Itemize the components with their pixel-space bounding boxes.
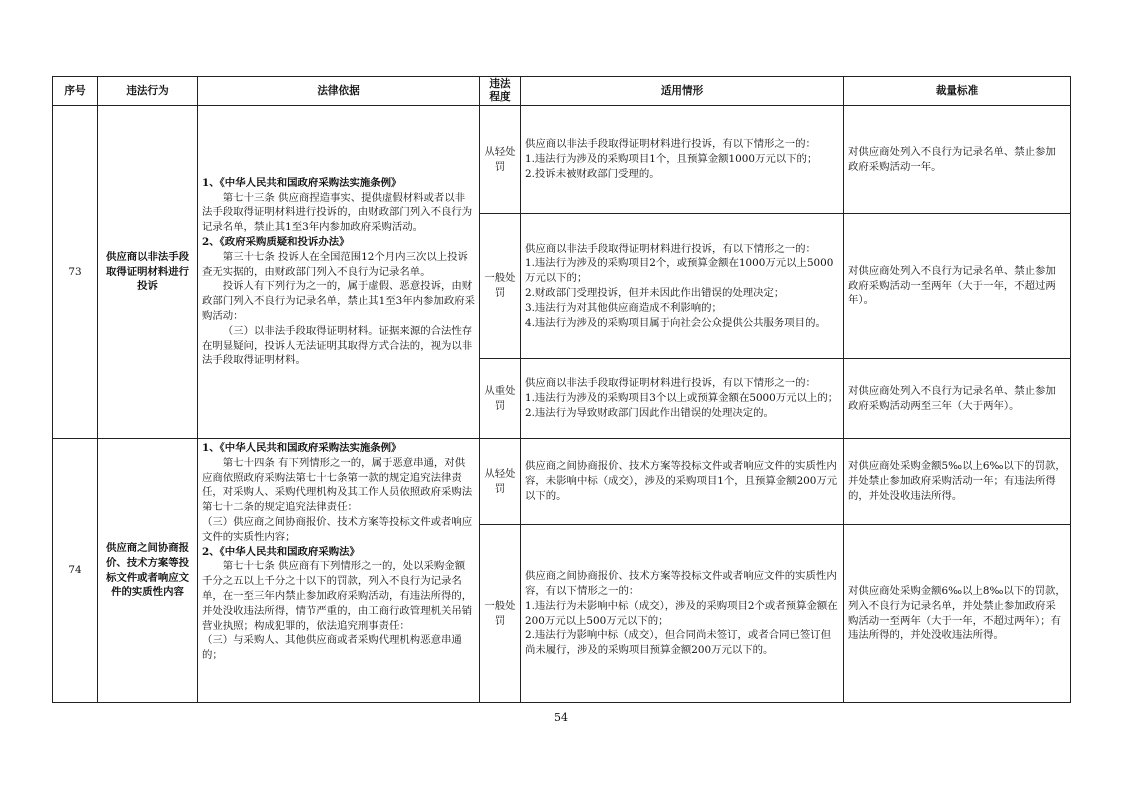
header-situation: 适用情形 <box>521 77 844 106</box>
legal-basis-source: 2、《政府采购质疑和投诉办法》 <box>202 236 350 248</box>
header-level: 违法 程度 <box>480 77 521 106</box>
violation-degree: 从轻处罚 <box>480 106 521 214</box>
legal-basis-clause: 投诉人有下列行为之一的，属于虚假、恶意投诉，由财政部门列入不良行为记录名单，禁止其1至3年内参加政府采购活动： <box>202 280 475 322</box>
standard-text: 对供应商处采购金额6‰以上8‰以下的罚款，列入不良行为记录名单，并处禁止参加政府采购活动一至两年（大于一年，不超过两年）；有违法所得的，并处没收违法所得。 <box>848 584 1066 642</box>
violation-degree: 从重处罚 <box>480 359 521 439</box>
violation-act: 供应商之间协商报价、技术方案等投标文件或者响应文件的实质性内容 <box>98 439 198 703</box>
situation-text: 供应商以非法手段取得证明材料进行投诉，有以下情形之一的： 1.违法行为涉及的采购项目2个，或预算金额在1000万元以上5000万元以下的； 2.财政部门受理投诉，但并未因此作出错误的处理决定； 3.违法行为对其他供应商造成不利影响的； 4.违法行为涉及的采购项目属于向社会公众提供公共服务项目的。 <box>525 242 834 329</box>
table-row <box>53 439 1071 525</box>
standard-text: 对供应商处列入不良行为记录名单、禁止参加政府采购活动一年。 <box>848 145 1056 173</box>
page-number: 54 <box>554 711 568 724</box>
legal-basis-clause: 第三十七条 投诉人在全国范围12个月内三次以上投诉查无实据的，由财政部门列入不良行为记录名单。 <box>202 250 468 278</box>
standard-text: 对供应商处采购金额5‰以上6‰以下的罚款，并处禁止参加政府采购活动一年；有违法所得的，并处没收违法所得。 <box>848 460 1066 502</box>
legal-basis-clause: （三）以非法手段取得证明材料。证据来源的合法性存在明显疑问，投诉人无法证明其取得方式合法的，视为以非法手段取得证明材料。 <box>202 324 473 367</box>
situation-text: 供应商之间协商报价、技术方案等投标文件或者响应文件的实质性内容，未影响中标（成交），涉及的采购项目1个，且预算金额200万元以下的。 <box>525 460 838 502</box>
legal-basis-clause: （三）供应商之间协商报价、技术方案等投标文件或者响应文件的实质性内容； <box>202 515 473 543</box>
discretion-standard <box>844 106 1071 214</box>
legal-basis <box>198 106 480 439</box>
legal-basis-clause: 第七十四条 有下列情形之一的，属于恶意串通，对供应商依照政府采购法第七十七条第一款的规定追究法律责任，对采购人、采购代理机构及其工作人员依照政府采购法第七十二条的规定追究法律责任： <box>202 456 473 514</box>
applicable-situation <box>521 525 844 703</box>
situation-text: 供应商以非法手段取得证明材料进行投诉，有以下情形之一的： 1.违法行为涉及的采购项目1个，且预算金额1000万元以下的； 2.投诉未被财政部门受理的。 <box>525 138 818 180</box>
row-number: 74 <box>53 439 98 703</box>
header-standard: 裁量标准 <box>844 77 1071 106</box>
row-number: 73 <box>53 106 98 439</box>
legal-basis-clause: 第七十七条 供应商有下列情形之一的，处以采购金额千分之五以上千分之十以下的罚款，列入不良行为记录名单，在一至三年内禁止参加政府采购活动，有违法所得的，并处没收违法所得，情节严重的，由工商行政管理机关吊销营业执照；构成犯罪的，依法追究刑事责任： <box>202 560 473 632</box>
discretion-standard <box>844 359 1071 439</box>
legal-basis-clause: （三）与采购人、其他供应商或者采购代理机构恶意串通的； <box>202 634 462 662</box>
header-act: 违法行为 <box>98 77 198 106</box>
penalty-table <box>52 76 1071 703</box>
applicable-situation <box>521 439 844 525</box>
discretion-standard <box>844 439 1071 525</box>
legal-basis-source: 1、《中华人民共和国政府采购法实施条例》 <box>202 176 402 189</box>
situation-text: 供应商之间协商报价、技术方案等投标文件或者响应文件的实质性内容，有以下情形之一的： 1.违法行为未影响中标（成交），涉及的采购项目2个或者预算金额在200万元以上500万元以下的； 2.违法行为影响中标（成交），但合同尚未签订，或者合同已签订但尚未履行，涉及的采购项目预算金额200万元以下的。 <box>525 570 838 657</box>
legal-basis-clause: 第七十三条 供应商捏造事实、提供虚假材料或者以非法手段取得证明材料进行投诉的，由财政部门列入不良行为记录名单，禁止其1至3年内参加政府采购活动。 <box>202 191 473 234</box>
applicable-situation <box>521 359 844 439</box>
standard-text: 对供应商处列入不良行为记录名单、禁止参加政府采购活动一至两年（大于一年，不超过两年）。 <box>848 264 1056 307</box>
header-basis: 法律依据 <box>198 77 480 106</box>
standard-text: 对供应商处列入不良行为记录名单、禁止参加政府采购活动两至三年（大于两年）。 <box>848 384 1056 412</box>
legal-basis-source: 1、《中华人民共和国政府采购法实施条例》 <box>202 442 402 454</box>
discretion-standard <box>844 214 1071 359</box>
violation-degree: 一般处罚 <box>480 214 521 359</box>
table-header-row <box>53 77 1071 106</box>
header-no: 序号 <box>53 77 98 106</box>
violation-degree: 一般处罚 <box>480 525 521 703</box>
violation-act: 供应商以非法手段取得证明材料进行投诉 <box>98 106 198 439</box>
situation-text: 供应商以非法手段取得证明材料进行投诉，有以下情形之一的： 1.违法行为涉及的采购项目3个以上或预算金额在5000万元以上的； 2.违法行为导致财政部门因此作出错误的处理决定的。 <box>525 377 839 419</box>
legal-basis <box>198 439 480 703</box>
table-row <box>53 106 1071 214</box>
applicable-situation <box>521 214 844 359</box>
violation-degree: 从轻处罚 <box>480 439 521 525</box>
legal-basis-source: 2、《中华人民共和国政府采购法》 <box>202 545 360 558</box>
applicable-situation <box>521 106 844 214</box>
discretion-standard <box>844 525 1071 703</box>
